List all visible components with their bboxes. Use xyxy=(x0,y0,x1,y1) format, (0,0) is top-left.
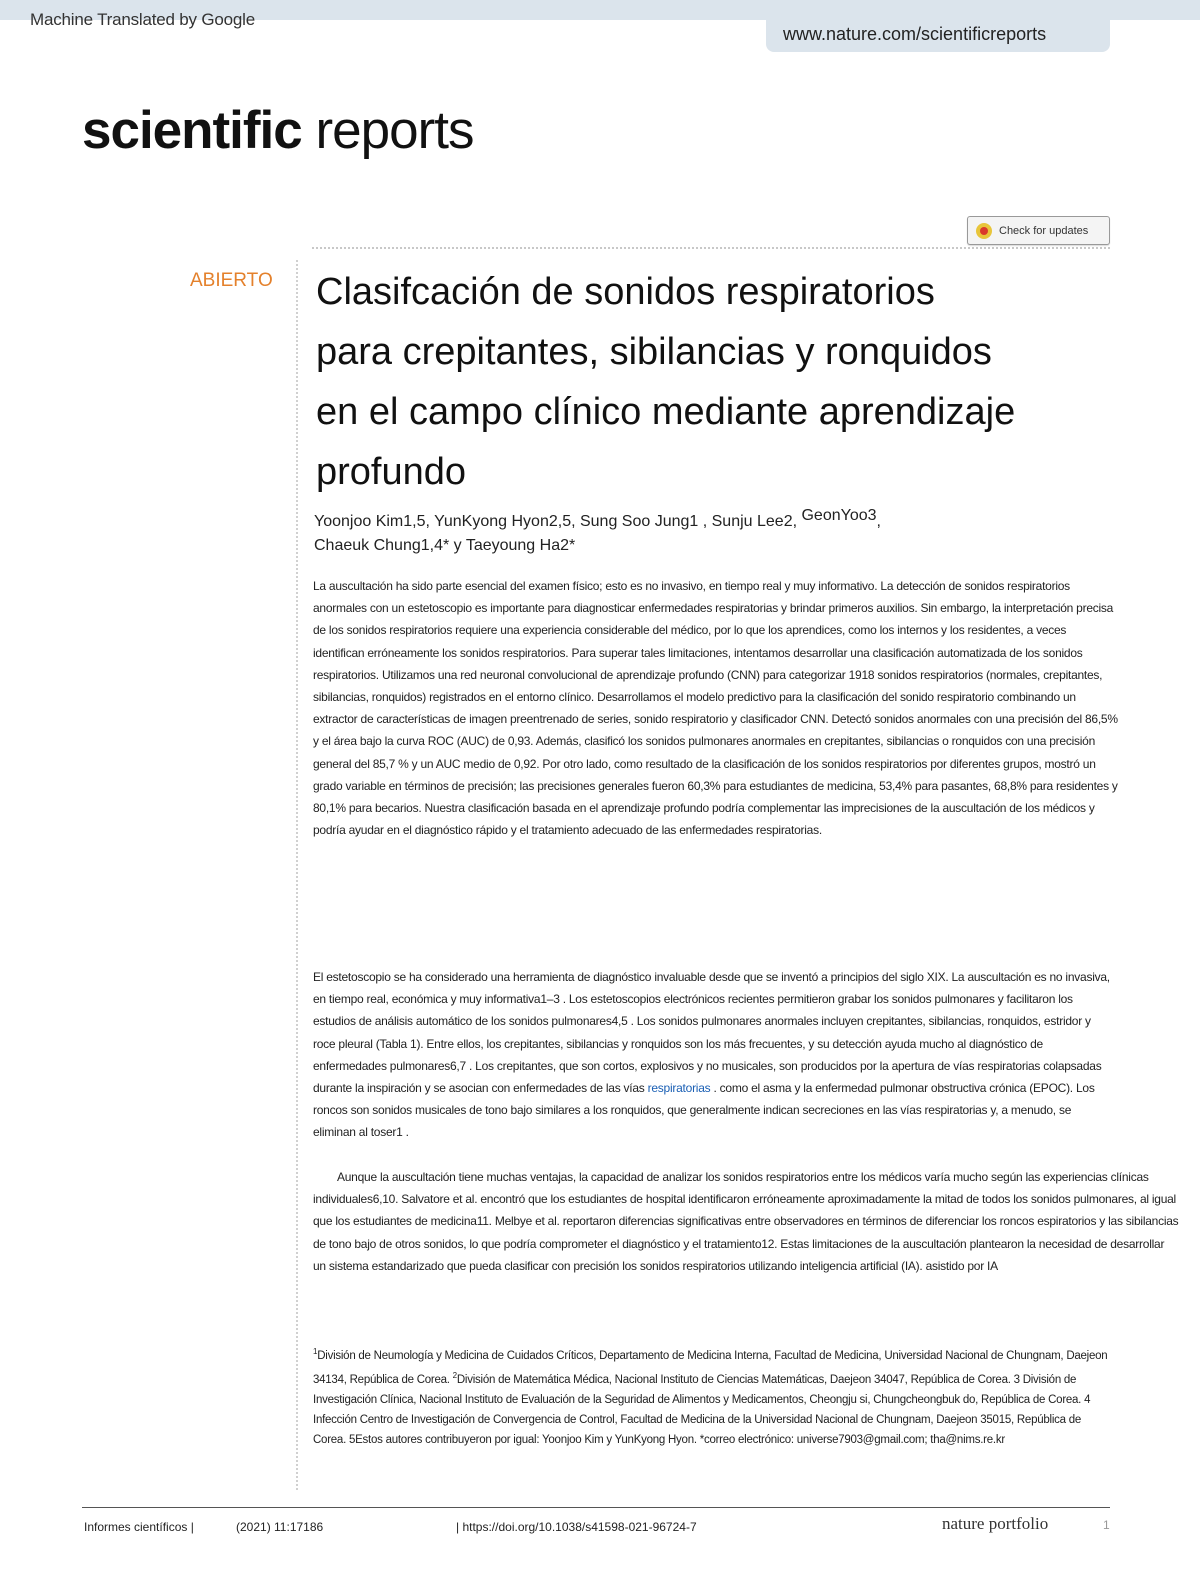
affil-text-2: División de Matemática Médica, Nacional Instituto de Ciencias Matemáticas, Daejeon 34047, República de Corea. 3 División de Investigación Clínica, Nacional Instituto de Evaluación de la Seguridad de Alimentos y Medicamentos, Cheongju si, Chungcheongbuk do, República de Corea. 4 Infección Centro de Investigación de Convergencia de Control, Facultad de Medicina de la Universidad Nacional de Chungnam, Daejeon 35015, República de Corea. 5Estos autores contribuyeron por igual: Yoonjoo Kim y YunKyong Hyon. *correo electrónico: universe7903@gmail.com; tha@nims.re.kr xyxy=(313,1373,1091,1446)
affil-superscript: 1 xyxy=(313,1347,318,1356)
body-paragraph-2: Aunque la auscultación tiene muchas ventajas, la capacidad de analizar los sonidos respiratorios entre los médicos varía mucho según las experiencias clínicas individuales6,10. Salvatore et al. encontró que los estudiantes de hospital identificaron erróneamente aproximadamente la mitad de todos los sonidos pulmonares, al igual que los estudiantes de medicina11. Melbye et al. reportaron diferencias significativas entre observadores en términos de diferenciar los roncos espiratorios y las sibilancias de tono bajo de otros sonidos, lo que podría comprometer el diagnóstico y el tratamiento12. Estas limitaciones de la auscultación plantearon la necesidad de desarrollar un sistema estandarizado que pueda clasificar con precisión los sonidos respiratorios utilizando inteligencia artificial (IA). asistido por IA xyxy=(313,1170,1179,1273)
footer-year-volume: (2021) 11:17186 xyxy=(236,1520,324,1534)
logo-light-text: reports xyxy=(301,101,474,160)
dotted-divider-horizontal xyxy=(312,247,1110,249)
body-paragraph-1-text: El estetoscopio se ha considerado una herramienta de diagnóstico invaluable desde que se inventó a principios del siglo XIX. La auscultación es no invasiva, en tiempo real, económica y muy informativa1–3 . Los estetoscopios electrónicos recientes permitieron grabar los sonidos pulmonares y facilitaron los estudios de análisis automático de los sonidos pulmonares4,5 . Los sonidos pulmonares anormales incluyen crepitantes, sibilancias, ronquidos, estridor y roce pleural (Tabla 1). Entre ellos, los crepitantes, sibilancias y ronquidos son los más frecuentes, y su detección ayuda mucho al diagnóstico de enfermedades pulmonares6,7 . Los crepitantes, que son cortos, explosivos y no musicales, son producidos por la apertura de vías respiratorias colapsadas durante la inspiración y se asocian con enfermedades de las vías xyxy=(313,970,1110,1096)
footer-divider xyxy=(82,1507,1110,1508)
logo-bold-text: scientific xyxy=(82,101,302,160)
body-paragraph-1-text-end: . como el asma y la enfermedad pulmonar obstructiva crónica (EPOC). Los roncos son sonidos musicales de tono bajo similares a los ronquidos, que generalmente indican secreciones en las vías respiratorias y, a menudo, se eliminan al toser1 . xyxy=(313,1081,1095,1140)
nature-portfolio-logo: nature portfolio xyxy=(942,1514,1049,1533)
title-line: Clasifcación de sonidos respiratorios xyxy=(316,271,935,313)
author-geonyoo: GeonYoo3 xyxy=(801,507,877,524)
respiratorias-link[interactable]: respiratorias xyxy=(647,1081,711,1096)
footer-journal: Informes científicos | xyxy=(84,1520,194,1534)
journal-url-tab[interactable] xyxy=(766,19,1110,52)
title-line: para crepitantes, sibilancias y ronquidos xyxy=(316,331,992,373)
dotted-divider-vertical xyxy=(296,260,298,1490)
footer-doi-link[interactable]: | https://doi.org/10.1038/s41598-021-96724-7 xyxy=(456,1520,697,1534)
body-paragraph-1 xyxy=(313,966,1115,1144)
crossmark-icon xyxy=(976,223,992,239)
check-updates-label: Check for updates xyxy=(999,224,1089,237)
title-line: en el campo clínico mediante aprendizaje xyxy=(316,391,1016,433)
abstract: La auscultación ha sido parte esencial del examen físico; esto es no invasivo, en tiempo real y muy informativo. La detección de sonidos respiratorios anormales con un estetoscopio es importante para diagnosticar enfermedades respiratorias y brindar primeros auxilios. Sin embargo, la interpretación precisa de los sonidos respiratorios requiere una experiencia considerable del médico, por lo que los aprendices, como los internos y los residentes, a veces identifican erróneamente los sonidos respiratorios. Para superar tales limitaciones, intentamos desarrollar una clasificación automatizada de los sonidos respiratorios. Utilizamos una red neuronal convolucional de aprendizaje profundo (CNN) para categorizar 1918 sonidos respiratorios (normales, crepitantes, sibilancias, ronquidos) registrados en el entorno clínico. Desarrollamos el modelo predictivo para la clasificación del sonido respiratorio combinando un extractor de características de imagen preentrenado de series, sonido respiratorio y clasificador CNN. Detectó sonidos anormales con una precisión del 86,5% y el área bajo la curva ROC (AUC) de 0,93. Además, clasificó los sonidos pulmonares anormales en crepitantes, sibilancias o ronquidos con una precisión general del 85,7 % y un AUC medio de 0,92. Por otro lado, como resultado de la clasificación de los sonidos respiratorios por diferentes grupos, mostró un grado variable en términos de precisión; las precisiones generales fueron 60,3% para estudiantes de medicina, 53,4% para pasantes, 68,8% para residentes y 80,1% para becarios. Nuestra clasificación basada en el aprendizaje profundo podría complementar las imprecisiones de la auscultación de los médicos y podría ayudar en el diagnóstico rápido y el tratamiento adecuado de las enfermedades respiratorias. xyxy=(313,579,1118,838)
title-line: profundo xyxy=(316,451,467,493)
affil-superscript: 2 xyxy=(452,1370,457,1380)
machine-translated-label: Machine Translated by Google xyxy=(30,10,255,29)
open-access-label: ABIERTO xyxy=(190,270,273,291)
affil-text-1: División de Neumología y Medicina de Cuidados Críticos, Departamento de Medicina Interna, Facultad de Medicina, Universidad Nacional de Chungnam, Daejeon 34134, República de Corea. xyxy=(313,1349,1108,1386)
authors-line-1: Yoonjoo Kim1,5, YunKyong Hyon2,5, Sung Soo Jung1 , Sunju Lee2, xyxy=(314,513,802,530)
page-number: 1 xyxy=(1103,1518,1110,1532)
authors-line-2: Chaeuk Chung1,4* y Taeyoung Ha2* xyxy=(314,537,576,554)
journal-url[interactable]: www.nature.com/scientificreports xyxy=(783,24,1047,44)
affiliations xyxy=(313,1342,1113,1450)
author-list xyxy=(314,507,1114,558)
article-title xyxy=(316,262,1116,502)
journal-logo xyxy=(82,100,473,161)
authors-comma: , xyxy=(876,513,881,530)
check-updates-button[interactable] xyxy=(967,216,1110,245)
